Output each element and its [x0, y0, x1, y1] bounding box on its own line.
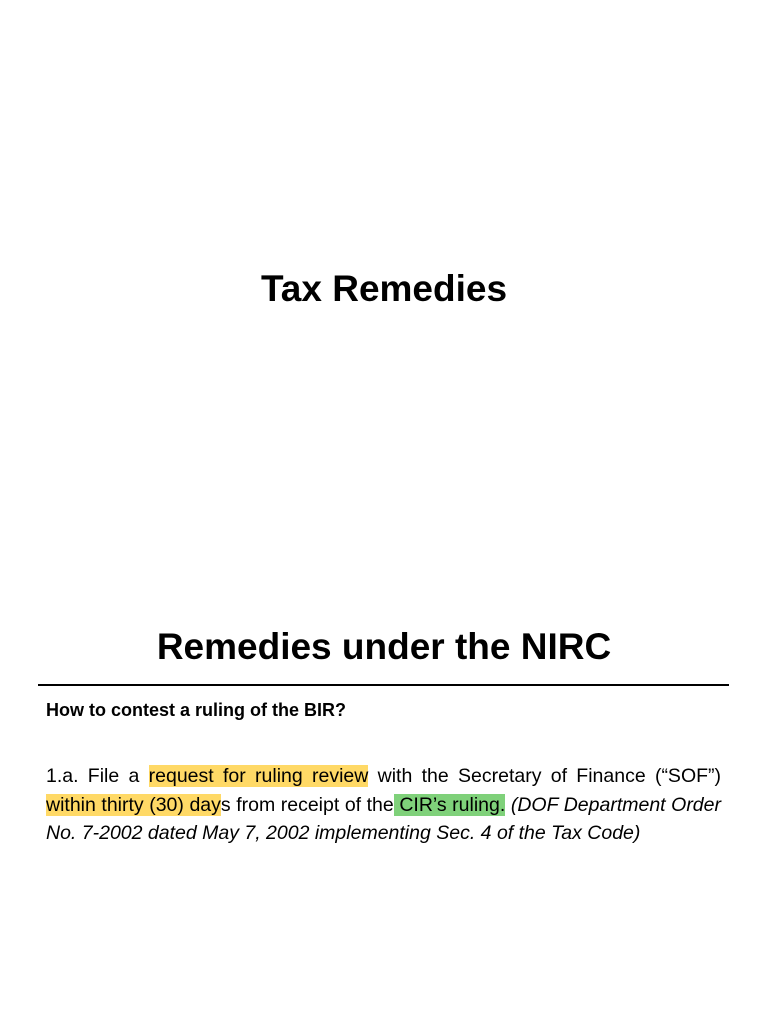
citation: (DOF Department Order No. 7-2002 dated May 7, 2002 implementing Sec. 4 of the Tax Code) [46, 793, 721, 844]
highlight-cir-ruling: CIR’s ruling. [393, 793, 506, 816]
question-heading: How to contest a ruling of the BIR? [46, 700, 346, 720]
slide-title: Remedies under the NIRC [156, 626, 612, 667]
body-paragraph [46, 762, 721, 848]
paragraph-mid: s from receipt of the [220, 793, 394, 816]
slide-title: Tax Remedies [260, 268, 508, 309]
highlight-request: request for ruling review [148, 765, 369, 787]
paragraph-lead: 1.a. File a [46, 765, 149, 787]
paragraph-mid: with the Secretary of Finance (“SOF”) [368, 765, 722, 787]
title-divider [38, 684, 729, 686]
highlight-within: within thirty (30) day [46, 793, 221, 816]
